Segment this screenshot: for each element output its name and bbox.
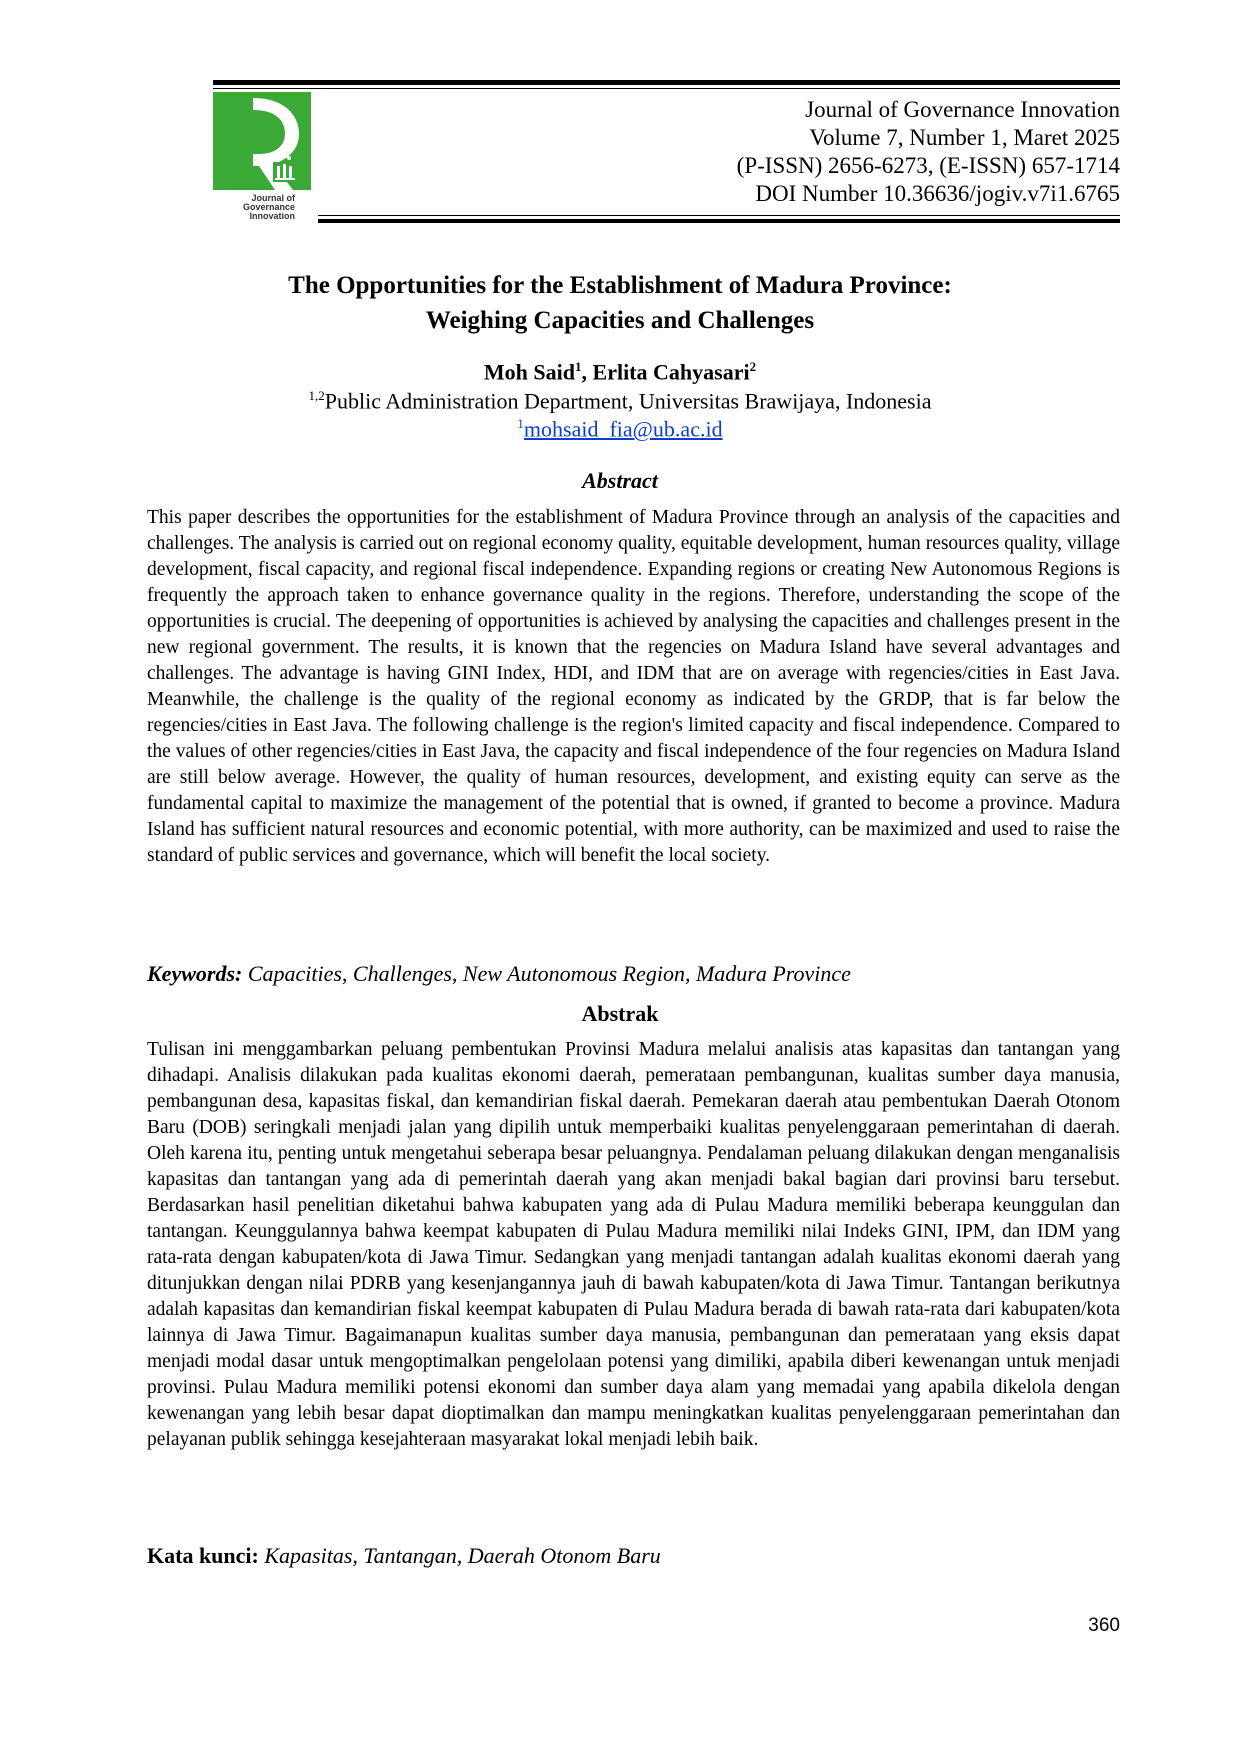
journal-name: Journal of Governance Innovation [805,97,1120,122]
email-sup: 1 [517,416,524,431]
affiliation-text: Public Administration Department, Universitas Brawijaya, Indonesia [324,388,932,414]
svg-text:Innovation: Innovation [249,211,295,220]
journal-issn: (P-ISSN) 2656-6273, (E-ISSN) 657-1714 [736,153,1120,178]
header-rule-thin [213,88,1120,89]
page-number: 360 [1088,1615,1120,1636]
header-bottom-rule-thick [318,219,1120,223]
paper-title [150,268,1090,338]
svg-text:Governance: Governance [242,202,295,212]
author-2: Erlita Cahyasari [592,359,750,385]
journal-info [737,96,1120,208]
keywords [147,960,1120,988]
author-1: Moh Said [483,359,576,385]
header-rule-thick [213,80,1120,85]
abstrak-heading: Abstrak [581,1001,659,1026]
journal-logo [213,92,311,220]
journal-volume: Volume 7, Number 1, Maret 2025 [809,125,1120,150]
paper-title-line2: Weighing Capacities and Challenges [425,307,815,334]
author-separator: , [581,359,588,385]
paper-title-line1: The Opportunities for the Establishment of Madura Province: [288,272,952,299]
journal-doi: DOI Number 10.36636/jogiv.v7i1.6765 [755,181,1120,206]
author-email [150,410,1090,443]
abstract-text: This paper describes the opportunities for the establishment of Madura Province through an analysis of the capacities and challenges. The analysis is carried out on regional economy quality, equitable development, human resources quality, village development, fiscal capacity, and regional fiscal independence. Expanding regions or creating New Autonomous Regions is frequently the approach taken to enhance governance quality in the regions. Therefore, understanding the scope of the opportunities is crucial. The deepening of opportunities is achieved by analysing the capacities and challenges present in the new regional government. The results, it is known that the regencies on Madura Island have several advantages and challenges. The advantage is having GINI Index, HDI, and IDM that are on average with regencies/cities in East Java. Meanwhile, the challenge is the quality of the regional economy as indicated by the GRDP, that is far below the regencies/cities in East Java. The following challenge is the region's limited capacity and fiscal independence. Compared to the values of other regencies/cities in East Java, the capacity and fiscal independence of the four regencies on Madura Island are still below average. However, the quality of human resources, development, and existing equity can serve as the fundamental capital to maximize the management of the potential that is owned, if granted to become a province. Madura Island has sufficient natural resources and economic potential, with more authority, can be maximized and used to raise the standard of public services and governance, which will benefit the local society. [147,507,1120,866]
abstrak-text: Tulisan ini menggambarkan peluang pembentukan Provinsi Madura melalui analisis atas kapasitas dan tantangan yang dihadapi. Analisis dilakukan pada kualitas ekonomi daerah, pemerataan pembangunan, kualitas sumber daya manusia, pembangunan desa, kapasitas fiskal, dan kemandirian fiskal daerah. Pemekaran daerah atau pembentukan Daerah Otonom Baru (DOB) seringkali menjadi jalan yang dipilih untuk memperbaiki kualitas penyelenggaraan pemerintahan di daerah. Oleh karena itu, penting untuk mengetahui seberapa besar peluangnya. Pendalaman peluang dilakukan dengan menganalisis kapasitas dan tantangan yang ada di pemerintah daerah yang akan menjadi bakal bagian dari provinsi baru tersebut. Berdasarkan hasil penelitian diketahui bahwa kabupaten yang ada di Pulau Madura memiliki beberapa keunggulan dan tantangan. Keunggulannya bahwa keempat kabupaten di Pulau Madura memiliki nilai Indeks GINI, IPM, dan IDM yang rata-rata dengan kabupaten/kota di Jawa Timur. Sedangkan yang menjadi tantangan adalah kualitas ekonomi daerah yang ditunjukkan dengan nilai PDRB yang kesenjangannya jauh di bawah kabupaten/kota di Jawa Timur. Tantangan berikutnya adalah kapasitas dan kemandirian fiskal keempat kabupaten di Pulau Madura berada di bawah rata-rata dari kabupaten/kota lainnya di Jawa Timur. Bagaimanapun kualitas sumber daya manusia, pembangunan dan pemerataan yang eksis dapat menjadi modal dasar untuk mengoptimalkan pengelolaan potensi yang dimiliki, apabila diberi kewenangan untuk menjadi provinsi. Pulau Madura memiliki potensi ekonomi dan sumber daya alam yang memadai yang apabila dikelola dengan kewenangan yang lebih besar dapat dioptimalkan dan mampu meningkatkan kualitas penyelenggaraan pemerintahan dan pelayanan publik sehingga kesejahteraan masyarakat lokal menjadi lebih baik. [147,1039,1120,1450]
kata-kunci-values: Kapasitas, Tantangan, Daerah Otonom Baru [264,1543,661,1568]
abstract-heading: Abstract [582,468,658,493]
email-link[interactable]: mohsaid_fia@ub.ac.id [523,416,723,442]
keywords-label: Keywords: [147,961,243,986]
journal-logo-graphic [213,92,311,220]
svg-text:Journal of: Journal of [251,193,295,203]
kata-kunci-label: Kata kunci: [147,1543,259,1568]
author-2-sup: 2 [749,359,757,374]
keywords-values: Capacities, Challenges, New Autonomous Region, Madura Province [247,961,851,986]
header-bottom-rule-thin [318,215,1120,216]
kata-kunci [147,1542,1120,1570]
author-1-sup: 1 [575,359,582,374]
affiliation-sup: 1,2 [308,388,325,403]
